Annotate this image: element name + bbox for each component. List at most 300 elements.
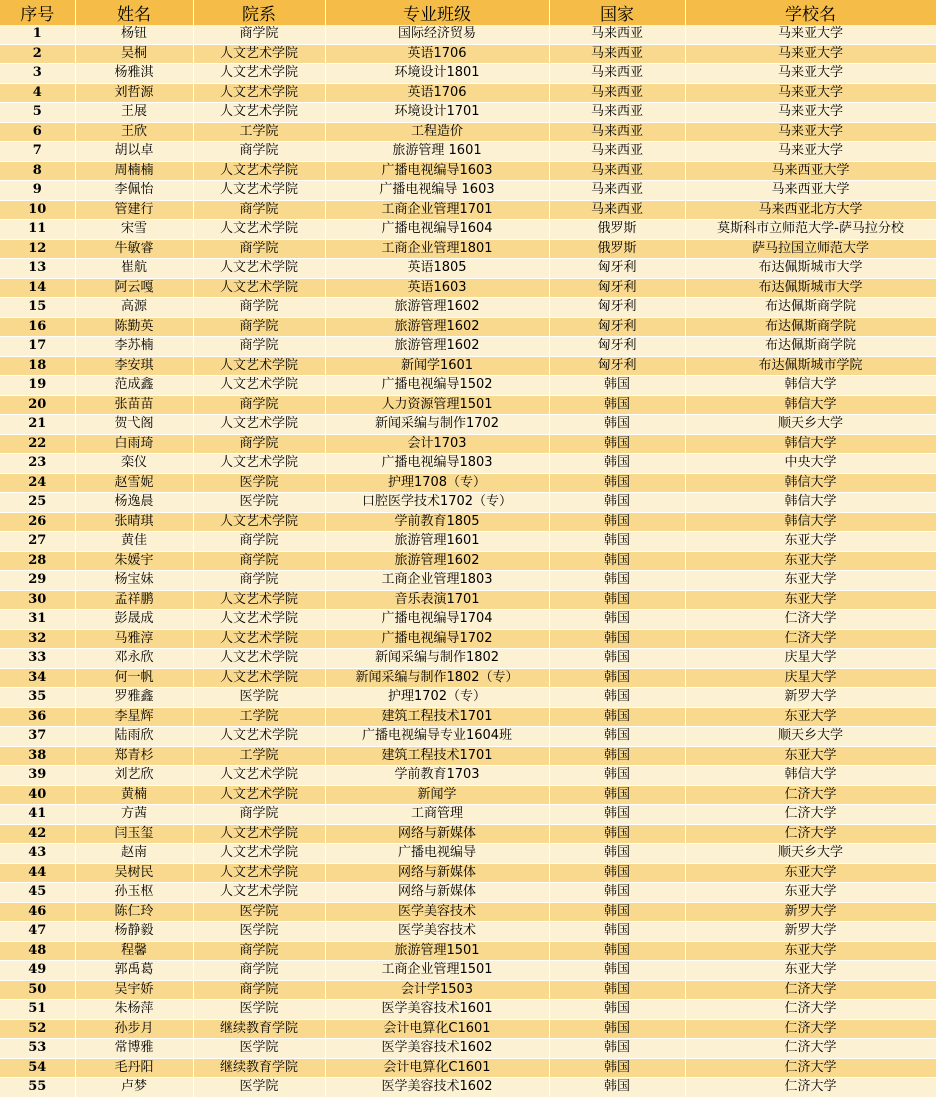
- cell-number: 6: [0, 122, 75, 142]
- table-row: [0, 1058, 936, 1078]
- cell-department: 商学院: [193, 551, 325, 571]
- table-row: [0, 415, 936, 435]
- table-row: [0, 688, 936, 708]
- cell-school: 仁济大学: [685, 1000, 936, 1020]
- table-row: [0, 103, 936, 123]
- cell-school: 顺天乡大学: [685, 415, 936, 435]
- cell-number: 36: [0, 707, 75, 727]
- cell-school: 马来亚大学: [685, 25, 936, 44]
- cell-department: 人文艺术学院: [193, 649, 325, 669]
- table-row: [0, 785, 936, 805]
- cell-name: 毛丹阳: [75, 1058, 193, 1078]
- cell-department: 人文艺术学院: [193, 356, 325, 376]
- cell-name: 郑青杉: [75, 746, 193, 766]
- cell-name: 孙步月: [75, 1019, 193, 1039]
- cell-department: 商学院: [193, 200, 325, 220]
- cell-department: 商学院: [193, 142, 325, 162]
- cell-department: 商学院: [193, 337, 325, 357]
- cell-major-class: 广播电视编导: [325, 844, 549, 864]
- cell-major-class: 工商企业管理1803: [325, 571, 549, 591]
- cell-major-class: 护理1702（专）: [325, 688, 549, 708]
- cell-number: 27: [0, 532, 75, 552]
- cell-number: 53: [0, 1039, 75, 1059]
- cell-major-class: 广播电视编导1502: [325, 376, 549, 396]
- cell-department: 人文艺术学院: [193, 590, 325, 610]
- cell-school: 东亚大学: [685, 863, 936, 883]
- cell-number: 24: [0, 473, 75, 493]
- cell-school: 顺天乡大学: [685, 844, 936, 864]
- table-row: [0, 961, 936, 981]
- cell-department: 商学院: [193, 571, 325, 591]
- cell-major-class: 工商企业管理1801: [325, 239, 549, 259]
- cell-number: 8: [0, 161, 75, 181]
- cell-major-class: 医学美容技术1602: [325, 1039, 549, 1059]
- cell-name: 白雨琦: [75, 434, 193, 454]
- cell-number: 40: [0, 785, 75, 805]
- cell-number: 44: [0, 863, 75, 883]
- table-row: [0, 64, 936, 84]
- table-row: [0, 493, 936, 513]
- table-row: [0, 122, 936, 142]
- cell-department: 商学院: [193, 239, 325, 259]
- table-row: [0, 395, 936, 415]
- table-row: [0, 863, 936, 883]
- header-number: 序号: [0, 0, 75, 25]
- cell-school: 东亚大学: [685, 532, 936, 552]
- cell-major-class: 广播电视编导 1603: [325, 181, 549, 201]
- cell-major-class: 旅游管理1602: [325, 551, 549, 571]
- cell-name: 吴宇娇: [75, 980, 193, 1000]
- cell-department: 人文艺术学院: [193, 220, 325, 240]
- cell-major-class: 旅游管理1501: [325, 941, 549, 961]
- cell-major-class: 广播电视编导专业1604班: [325, 727, 549, 747]
- cell-major-class: 广播电视编导1603: [325, 161, 549, 181]
- cell-school: 新罗大学: [685, 922, 936, 942]
- table-row: [0, 25, 936, 44]
- cell-name: 周楠楠: [75, 161, 193, 181]
- cell-name: 李安琪: [75, 356, 193, 376]
- cell-name: 崔航: [75, 259, 193, 279]
- cell-school: 马来亚大学: [685, 103, 936, 123]
- cell-number: 13: [0, 259, 75, 279]
- cell-country: 韩国: [549, 590, 685, 610]
- cell-name: 刘哲源: [75, 83, 193, 103]
- cell-school: 庆星大学: [685, 649, 936, 669]
- table-row: [0, 824, 936, 844]
- cell-name: 常博雅: [75, 1039, 193, 1059]
- header-school: 学校名: [685, 0, 936, 25]
- table-row: [0, 844, 936, 864]
- cell-number: 7: [0, 142, 75, 162]
- cell-country: 韩国: [549, 1078, 685, 1098]
- cell-school: 仁济大学: [685, 629, 936, 649]
- cell-department: 医学院: [193, 473, 325, 493]
- cell-school: 马来西亚北方大学: [685, 200, 936, 220]
- cell-name: 黄楠: [75, 785, 193, 805]
- cell-country: 韩国: [549, 707, 685, 727]
- cell-country: 韩国: [549, 746, 685, 766]
- cell-department: 商学院: [193, 25, 325, 44]
- cell-major-class: 会计电算化C1601: [325, 1019, 549, 1039]
- cell-name: 方茜: [75, 805, 193, 825]
- cell-school: 庆星大学: [685, 668, 936, 688]
- cell-country: 韩国: [549, 688, 685, 708]
- cell-major-class: 建筑工程技术1701: [325, 707, 549, 727]
- cell-name: 杨宝妹: [75, 571, 193, 591]
- table-row: [0, 298, 936, 318]
- cell-number: 49: [0, 961, 75, 981]
- cell-country: 韩国: [549, 610, 685, 630]
- cell-country: 韩国: [549, 512, 685, 532]
- cell-country: 韩国: [549, 415, 685, 435]
- cell-school: 仁济大学: [685, 824, 936, 844]
- cell-name: 范成鑫: [75, 376, 193, 396]
- cell-number: 23: [0, 454, 75, 474]
- cell-school: 东亚大学: [685, 590, 936, 610]
- cell-country: 韩国: [549, 629, 685, 649]
- cell-country: 韩国: [549, 668, 685, 688]
- cell-school: 仁济大学: [685, 785, 936, 805]
- cell-school: 仁济大学: [685, 610, 936, 630]
- cell-school: 顺天乡大学: [685, 727, 936, 747]
- cell-name: 赵雪妮: [75, 473, 193, 493]
- table-row: [0, 181, 936, 201]
- cell-school: 新罗大学: [685, 902, 936, 922]
- cell-name: 闫玉玺: [75, 824, 193, 844]
- cell-country: 韩国: [549, 395, 685, 415]
- cell-department: 人文艺术学院: [193, 727, 325, 747]
- cell-major-class: 英语1603: [325, 278, 549, 298]
- cell-number: 52: [0, 1019, 75, 1039]
- table-row: [0, 239, 936, 259]
- table-row: [0, 922, 936, 942]
- cell-number: 22: [0, 434, 75, 454]
- cell-school: 东亚大学: [685, 707, 936, 727]
- cell-number: 11: [0, 220, 75, 240]
- cell-name: 王展: [75, 103, 193, 123]
- cell-number: 45: [0, 883, 75, 903]
- cell-country: 韩国: [549, 376, 685, 396]
- cell-school: 马来亚大学: [685, 122, 936, 142]
- cell-school: 布达佩斯城市大学: [685, 259, 936, 279]
- cell-school: 韩信大学: [685, 512, 936, 532]
- cell-number: 55: [0, 1078, 75, 1098]
- cell-major-class: 英语1706: [325, 44, 549, 64]
- cell-major-class: 旅游管理 1601: [325, 142, 549, 162]
- table-row: [0, 356, 936, 376]
- cell-number: 9: [0, 181, 75, 201]
- cell-country: 马来西亚: [549, 64, 685, 84]
- cell-number: 4: [0, 83, 75, 103]
- cell-country: 韩国: [549, 649, 685, 669]
- cell-number: 46: [0, 902, 75, 922]
- cell-department: 医学院: [193, 1078, 325, 1098]
- cell-department: 人文艺术学院: [193, 376, 325, 396]
- cell-department: 医学院: [193, 688, 325, 708]
- cell-country: 韩国: [549, 532, 685, 552]
- table-row: [0, 512, 936, 532]
- cell-country: 韩国: [549, 883, 685, 903]
- cell-number: 54: [0, 1058, 75, 1078]
- cell-number: 3: [0, 64, 75, 84]
- cell-name: 孙玉枢: [75, 883, 193, 903]
- cell-number: 20: [0, 395, 75, 415]
- cell-name: 赵南: [75, 844, 193, 864]
- cell-name: 杨雅淇: [75, 64, 193, 84]
- table-row: [0, 551, 936, 571]
- cell-major-class: 医学美容技术1602: [325, 1078, 549, 1098]
- table-row: [0, 727, 936, 747]
- cell-department: 人文艺术学院: [193, 766, 325, 786]
- cell-major-class: 音乐表演1701: [325, 590, 549, 610]
- cell-school: 韩信大学: [685, 766, 936, 786]
- cell-major-class: 网络与新媒体: [325, 863, 549, 883]
- table-row: [0, 629, 936, 649]
- cell-major-class: 工程造价: [325, 122, 549, 142]
- cell-country: 韩国: [549, 473, 685, 493]
- table-row: [0, 376, 936, 396]
- cell-country: 韩国: [549, 961, 685, 981]
- table-row: [0, 161, 936, 181]
- table-row: [0, 1019, 936, 1039]
- cell-number: 14: [0, 278, 75, 298]
- cell-name: 高源: [75, 298, 193, 318]
- cell-country: 韩国: [549, 1000, 685, 1020]
- cell-number: 19: [0, 376, 75, 396]
- cell-number: 37: [0, 727, 75, 747]
- cell-name: 何一帆: [75, 668, 193, 688]
- cell-number: 34: [0, 668, 75, 688]
- cell-major-class: 广播电视编导1702: [325, 629, 549, 649]
- cell-name: 陈仁玲: [75, 902, 193, 922]
- cell-number: 16: [0, 317, 75, 337]
- cell-department: 商学院: [193, 395, 325, 415]
- cell-major-class: 医学美容技术1601: [325, 1000, 549, 1020]
- table-row: [0, 278, 936, 298]
- cell-school: 中央大学: [685, 454, 936, 474]
- cell-number: 26: [0, 512, 75, 532]
- cell-country: 马来西亚: [549, 161, 685, 181]
- cell-school: 东亚大学: [685, 551, 936, 571]
- cell-country: 匈牙利: [549, 337, 685, 357]
- cell-country: 马来西亚: [549, 181, 685, 201]
- cell-country: 韩国: [549, 844, 685, 864]
- cell-name: 程馨: [75, 941, 193, 961]
- cell-name: 陈勤英: [75, 317, 193, 337]
- cell-department: 人文艺术学院: [193, 610, 325, 630]
- cell-country: 韩国: [549, 824, 685, 844]
- cell-department: 商学院: [193, 805, 325, 825]
- cell-school: 马来亚大学: [685, 83, 936, 103]
- cell-school: 东亚大学: [685, 941, 936, 961]
- cell-country: 韩国: [549, 434, 685, 454]
- cell-department: 商学院: [193, 317, 325, 337]
- cell-school: 东亚大学: [685, 961, 936, 981]
- cell-school: 布达佩斯城市大学: [685, 278, 936, 298]
- cell-major-class: 新闻采编与制作1702: [325, 415, 549, 435]
- cell-department: 继续教育学院: [193, 1058, 325, 1078]
- cell-number: 1: [0, 25, 75, 44]
- cell-department: 医学院: [193, 493, 325, 513]
- cell-department: 人文艺术学院: [193, 824, 325, 844]
- cell-number: 39: [0, 766, 75, 786]
- table-row: [0, 317, 936, 337]
- table-row: [0, 434, 936, 454]
- cell-department: 医学院: [193, 1000, 325, 1020]
- cell-major-class: 会计学1503: [325, 980, 549, 1000]
- cell-department: 人文艺术学院: [193, 785, 325, 805]
- cell-name: 朱媛宇: [75, 551, 193, 571]
- cell-country: 韩国: [549, 863, 685, 883]
- cell-country: 马来西亚: [549, 44, 685, 64]
- cell-department: 商学院: [193, 980, 325, 1000]
- cell-number: 18: [0, 356, 75, 376]
- table-row: [0, 610, 936, 630]
- cell-number: 17: [0, 337, 75, 357]
- cell-major-class: 学前教育1703: [325, 766, 549, 786]
- cell-school: 东亚大学: [685, 571, 936, 591]
- cell-name: 贺弋阁: [75, 415, 193, 435]
- cell-major-class: 环境设计1801: [325, 64, 549, 84]
- cell-school: 仁济大学: [685, 1039, 936, 1059]
- cell-name: 杨钮: [75, 25, 193, 44]
- cell-number: 35: [0, 688, 75, 708]
- cell-country: 俄罗斯: [549, 220, 685, 240]
- cell-major-class: 新闻采编与制作1802（专）: [325, 668, 549, 688]
- cell-name: 杨静毅: [75, 922, 193, 942]
- cell-department: 人文艺术学院: [193, 64, 325, 84]
- cell-number: 48: [0, 941, 75, 961]
- cell-major-class: 国际经济贸易: [325, 25, 549, 44]
- cell-school: 仁济大学: [685, 980, 936, 1000]
- cell-department: 商学院: [193, 532, 325, 552]
- cell-department: 商学院: [193, 298, 325, 318]
- header-country: 国家: [549, 0, 685, 25]
- cell-major-class: 旅游管理1602: [325, 337, 549, 357]
- cell-country: 韩国: [549, 1058, 685, 1078]
- cell-major-class: 广播电视编导1803: [325, 454, 549, 474]
- table-row: [0, 220, 936, 240]
- cell-major-class: 工商管理: [325, 805, 549, 825]
- table-row: [0, 766, 936, 786]
- table-row: [0, 337, 936, 357]
- table-row: [0, 571, 936, 591]
- cell-name: 李佩怡: [75, 181, 193, 201]
- cell-department: 人文艺术学院: [193, 844, 325, 864]
- cell-department: 人文艺术学院: [193, 278, 325, 298]
- cell-major-class: 建筑工程技术1701: [325, 746, 549, 766]
- cell-department: 人文艺术学院: [193, 415, 325, 435]
- cell-school: 萨马拉国立师范大学: [685, 239, 936, 259]
- cell-country: 马来西亚: [549, 83, 685, 103]
- cell-name: 罗雅鑫: [75, 688, 193, 708]
- cell-name: 邓永欣: [75, 649, 193, 669]
- cell-name: 张苗苗: [75, 395, 193, 415]
- table-row: [0, 1078, 936, 1098]
- cell-number: 50: [0, 980, 75, 1000]
- cell-name: 李星辉: [75, 707, 193, 727]
- cell-school: 韩信大学: [685, 473, 936, 493]
- cell-number: 42: [0, 824, 75, 844]
- table-row: [0, 902, 936, 922]
- cell-major-class: 广播电视编导1604: [325, 220, 549, 240]
- cell-country: 马来西亚: [549, 122, 685, 142]
- table-row: [0, 1039, 936, 1059]
- cell-number: 5: [0, 103, 75, 123]
- table-row: [0, 707, 936, 727]
- cell-department: 人文艺术学院: [193, 181, 325, 201]
- cell-school: 马来西亚大学: [685, 161, 936, 181]
- cell-number: 12: [0, 239, 75, 259]
- table-row: [0, 44, 936, 64]
- cell-country: 匈牙利: [549, 259, 685, 279]
- cell-name: 陆雨欣: [75, 727, 193, 747]
- header-department: 院系: [193, 0, 325, 25]
- cell-name: 牛敏睿: [75, 239, 193, 259]
- cell-number: 28: [0, 551, 75, 571]
- cell-school: 布达佩斯商学院: [685, 298, 936, 318]
- cell-name: 管建行: [75, 200, 193, 220]
- cell-name: 吴树民: [75, 863, 193, 883]
- table-row: [0, 83, 936, 103]
- table-row: [0, 941, 936, 961]
- cell-department: 工学院: [193, 707, 325, 727]
- cell-school: 东亚大学: [685, 746, 936, 766]
- cell-major-class: 英语1805: [325, 259, 549, 279]
- cell-country: 韩国: [549, 571, 685, 591]
- cell-country: 韩国: [549, 493, 685, 513]
- cell-major-class: 新闻采编与制作1802: [325, 649, 549, 669]
- cell-country: 韩国: [549, 551, 685, 571]
- cell-number: 29: [0, 571, 75, 591]
- cell-name: 杨逸晨: [75, 493, 193, 513]
- cell-department: 医学院: [193, 902, 325, 922]
- cell-school: 马来亚大学: [685, 142, 936, 162]
- cell-school: 韩信大学: [685, 376, 936, 396]
- cell-country: 韩国: [549, 941, 685, 961]
- cell-number: 30: [0, 590, 75, 610]
- cell-school: 仁济大学: [685, 1058, 936, 1078]
- table-row: [0, 649, 936, 669]
- cell-school: 布达佩斯商学院: [685, 317, 936, 337]
- cell-name: 彭晟成: [75, 610, 193, 630]
- cell-name: 李苏楠: [75, 337, 193, 357]
- cell-major-class: 工商企业管理1501: [325, 961, 549, 981]
- cell-name: 胡以卓: [75, 142, 193, 162]
- cell-number: 15: [0, 298, 75, 318]
- cell-major-class: 英语1706: [325, 83, 549, 103]
- cell-name: 张晴琪: [75, 512, 193, 532]
- cell-department: 工学院: [193, 746, 325, 766]
- cell-country: 马来西亚: [549, 103, 685, 123]
- cell-department: 商学院: [193, 434, 325, 454]
- cell-name: 刘艺欣: [75, 766, 193, 786]
- cell-school: 莫斯科市立师范大学-萨马拉分校: [685, 220, 936, 240]
- cell-major-class: 人力资源管理1501: [325, 395, 549, 415]
- table-row: [0, 590, 936, 610]
- cell-school: 韩信大学: [685, 434, 936, 454]
- cell-department: 商学院: [193, 941, 325, 961]
- cell-school: 韩信大学: [685, 493, 936, 513]
- cell-name: 王欣: [75, 122, 193, 142]
- cell-country: 韩国: [549, 1019, 685, 1039]
- cell-department: 人文艺术学院: [193, 668, 325, 688]
- cell-school: 仁济大学: [685, 1019, 936, 1039]
- cell-major-class: 口腔医学技术1702（专）: [325, 493, 549, 513]
- cell-department: 人文艺术学院: [193, 103, 325, 123]
- cell-country: 马来西亚: [549, 200, 685, 220]
- cell-name: 孟祥鹏: [75, 590, 193, 610]
